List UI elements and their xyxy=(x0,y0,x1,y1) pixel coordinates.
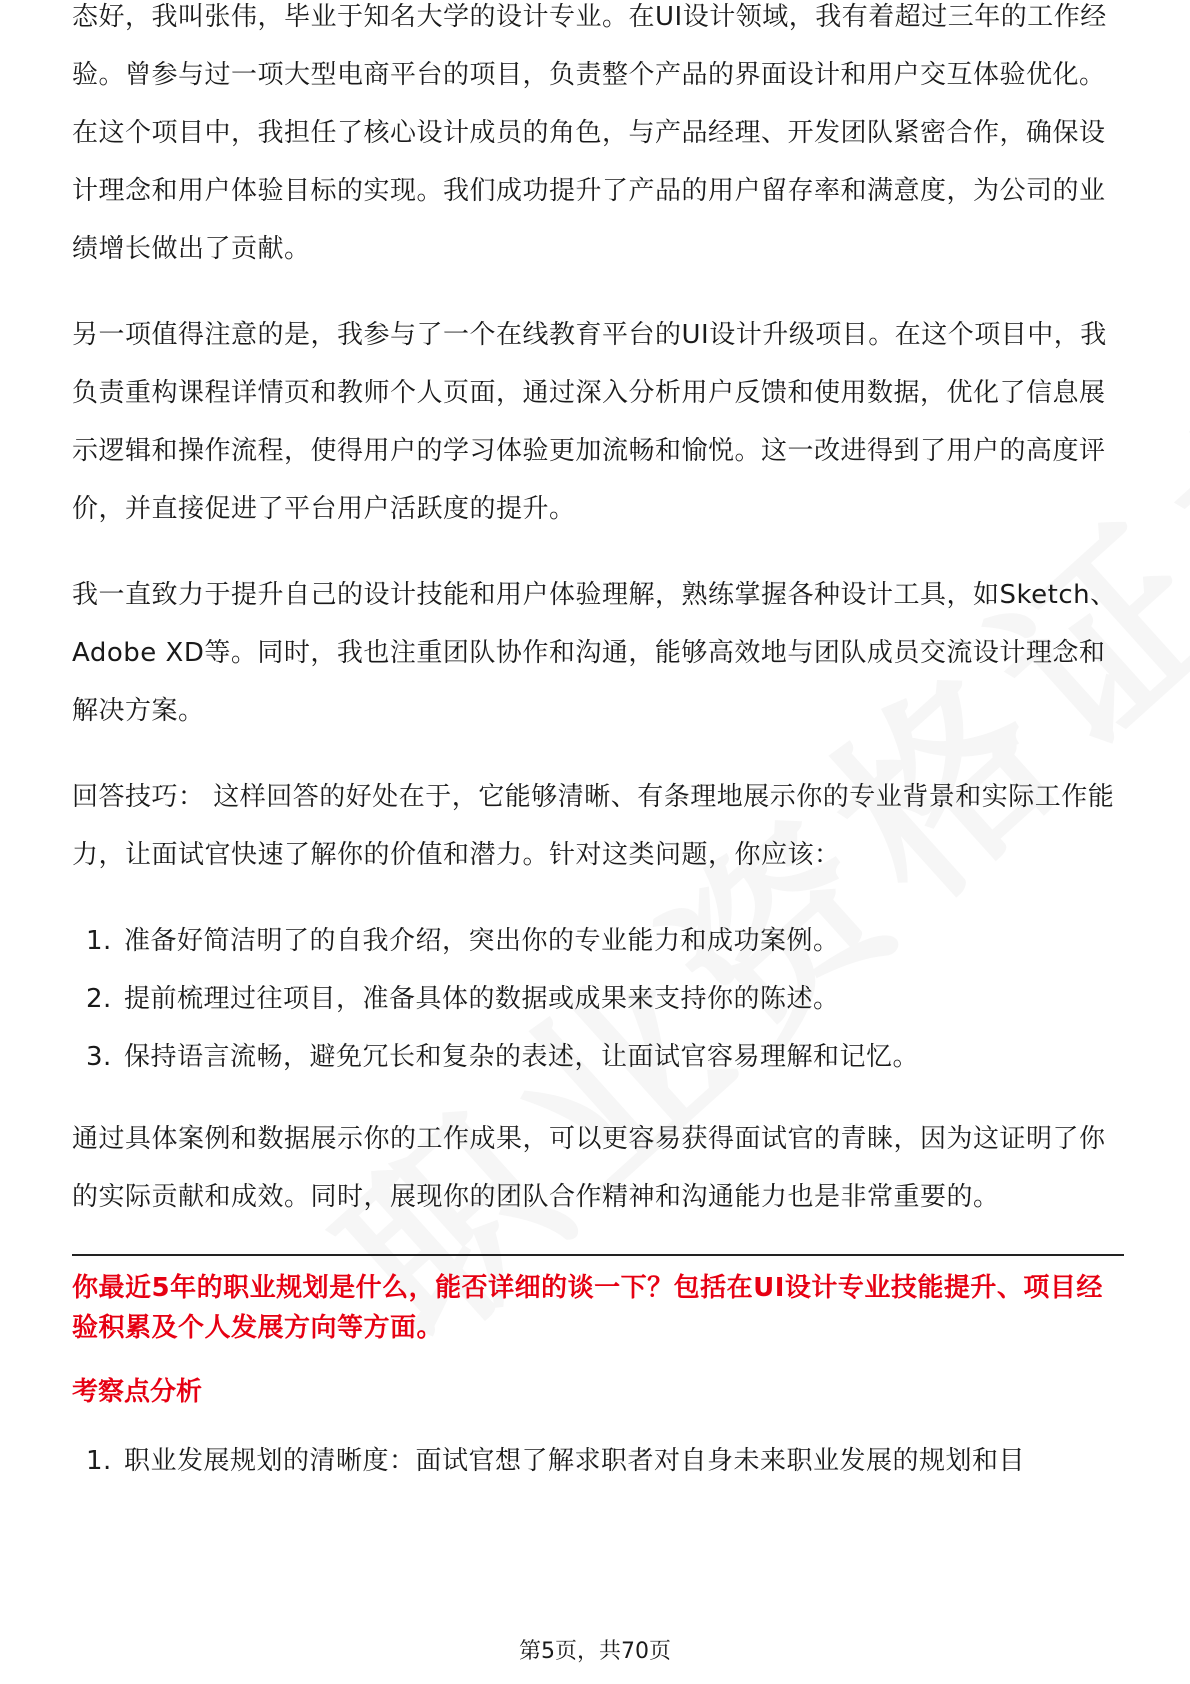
list-item xyxy=(72,1028,1122,1086)
paragraph-skills: 我一直致力于提升自己的设计技能和用户体验理解，熟练掌握各种设计工具，如Sketch、Adobe XD等。同时，我也注重团队协作和沟通，能够高效地与团队成员交流设计理念和解决方案。 xyxy=(72,580,1117,726)
list-item-number: 1. xyxy=(86,926,112,956)
list-item-number: 2. xyxy=(86,984,112,1014)
list-item-text: 准备好简洁明了的自我介绍，突出你的专业能力和成功案例。 xyxy=(124,926,840,956)
list-item xyxy=(72,970,1122,1028)
paragraph-conclusion: 通过具体案例和数据展示你的工作成果，可以更容易获得面试官的青睐，因为这证明了你的实际贡献和成效。同时，展现你的团队合作精神和沟通能力也是非常重要的。 xyxy=(72,1124,1106,1212)
page-content xyxy=(72,2,1122,1514)
page-number: 第5页，共70页 xyxy=(519,1639,671,1664)
section-divider xyxy=(72,1254,1124,1256)
analysis-list xyxy=(72,1432,1122,1490)
paragraph-intro: 态好，我叫张伟，毕业于知名大学的设计专业。在UI设计领域，我有着超过三年的工作经验。曾参与过一项大型电商平台的项目，负责整个产品的界面设计和用户交互体验优化。在这个项目中，我担任了核心设计成员的角色，与产品经理、开发团队紧密合作，确保设计理念和用户体验目标的实现。我们成功提升了产品的用户留存率和满意度，为公司的业绩增长做出了贡献。 xyxy=(72,2,1107,264)
interview-question: 你最近5年的职业规划是什么，能否详细的谈一下？包括在UI设计专业技能提升、项目经验积累及个人发展方向等方面。 xyxy=(72,1273,1103,1343)
paragraph-education-project: 另一项值得注意的是，我参与了一个在线教育平台的UI设计升级项目。在这个项目中，我负责重构课程详情页和教师个人页面，通过深入分析用户反馈和使用数据，优化了信息展示逻辑和操作流程，使得用户的学习体验更加流畅和愉悦。这一改进得到了用户的高度评价，并直接促进了平台用户活跃度的提升。 xyxy=(72,320,1107,524)
list-item-number: 1. xyxy=(86,1446,112,1476)
list-item-text: 提前梳理过往项目，准备具体的数据或成果来支持你的陈述。 xyxy=(124,984,840,1014)
paragraph-answer-tips: 回答技巧： 这样回答的好处在于，它能够清晰、有条理地展示你的专业背景和实际工作能力，让面试官快速了解你的价值和潜力。针对这类问题，你应该： xyxy=(72,782,1115,870)
list-item xyxy=(72,912,1122,970)
list-item-number: 3. xyxy=(86,1042,112,1072)
list-item-text: 职业发展规划的清晰度：面试官想了解求职者对自身未来职业发展的规划和目 xyxy=(124,1446,1026,1476)
list-item xyxy=(72,1432,1122,1490)
tips-list xyxy=(72,912,1122,1086)
analysis-heading: 考察点分析 xyxy=(72,1377,203,1407)
list-item-text: 保持语言流畅，避免冗长和复杂的表述，让面试官容易理解和记忆。 xyxy=(124,1042,920,1072)
